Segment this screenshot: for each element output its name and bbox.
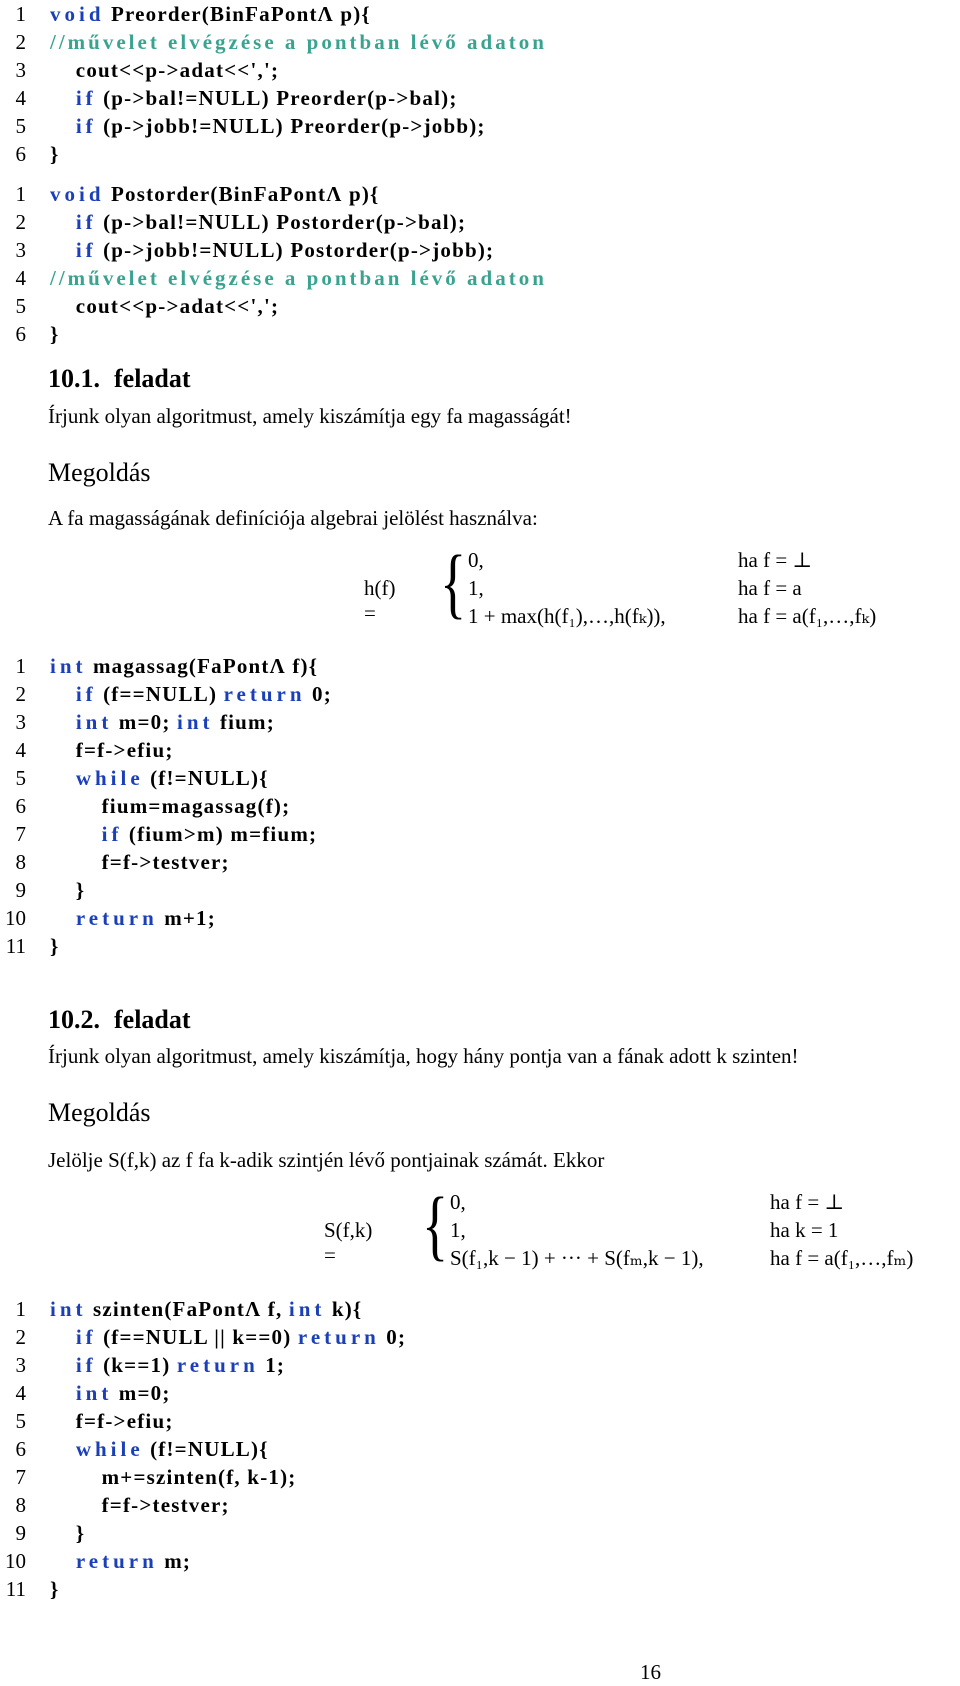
- code-text: [50, 1575, 59, 1603]
- code-token: Preorder(BinFaPontΛ p){: [104, 2, 371, 26]
- code-line: [0, 320, 960, 348]
- keyword: if: [75, 114, 97, 138]
- keyword: while: [75, 766, 144, 790]
- code-token: [50, 210, 76, 234]
- code-token: (f==NULL || k==0): [96, 1325, 298, 1349]
- code-line: [0, 1519, 960, 1547]
- code-token: }: [50, 934, 60, 958]
- task-text: Írjunk olyan algoritmust, amely kiszámítja, hogy hány pontja van a fának adott k szinten!: [48, 1044, 799, 1068]
- code-line: [0, 1351, 960, 1379]
- code-token: }: [50, 1521, 86, 1545]
- case-value: 1,: [450, 1218, 466, 1242]
- line-number: 4: [15, 738, 26, 762]
- code-text: [50, 1351, 285, 1379]
- code-line: [0, 792, 960, 820]
- code-token: [50, 238, 76, 262]
- line-number: 2: [15, 1325, 26, 1349]
- code-token: f=f->testver;: [50, 850, 230, 874]
- keyword: return: [176, 1353, 259, 1377]
- code-token: [50, 1353, 76, 1377]
- keyword: if: [75, 682, 97, 706]
- case-value: S(f₁,k − 1) + ··· + S(fₘ,k − 1),: [450, 1246, 704, 1270]
- line-number: 11: [5, 1577, 26, 1601]
- code-token: (f!=NULL){: [143, 766, 269, 790]
- code-text: [50, 680, 332, 708]
- code-token: 0;: [379, 1325, 407, 1349]
- code-text: [50, 820, 317, 848]
- code-token: [50, 710, 76, 734]
- line-number: 9: [15, 1521, 26, 1545]
- keyword: if: [101, 822, 123, 846]
- code-token: 1;: [258, 1353, 286, 1377]
- code-text: [50, 1323, 406, 1351]
- case-condition: ha k = 1: [770, 1218, 839, 1242]
- keyword: return: [223, 682, 306, 706]
- task-label: feladat: [114, 364, 191, 393]
- code-text: [50, 1463, 296, 1491]
- code-text: [50, 876, 85, 904]
- code-line: [0, 876, 960, 904]
- code-token: (fium>m) m=fium;: [122, 822, 318, 846]
- code-line: [0, 1435, 960, 1463]
- code-token: magassag(FaPontΛ f){: [86, 654, 319, 678]
- code-text: [50, 320, 59, 348]
- case-value: 0,: [450, 1190, 466, 1214]
- line-number: 6: [15, 142, 26, 166]
- code-line: [0, 56, 960, 84]
- keyword: int: [75, 710, 113, 734]
- code-token: f=f->testver;: [50, 1493, 230, 1517]
- keyword: int: [50, 654, 87, 678]
- code-token: fium=magassag(f);: [50, 794, 291, 818]
- code-token: [50, 766, 76, 790]
- code-line: [0, 736, 960, 764]
- code-line: [0, 84, 960, 112]
- code-block-szinten: [0, 1295, 960, 1603]
- line-number: 5: [15, 1409, 26, 1433]
- keyword: return: [297, 1325, 380, 1349]
- comment: //művelet elvégzése a pontban lévő adaton: [50, 266, 547, 290]
- keyword: int: [176, 710, 214, 734]
- solution-heading: Megoldás: [48, 458, 151, 487]
- code-token: }: [50, 1577, 60, 1601]
- code-token: (f!=NULL){: [143, 1437, 269, 1461]
- code-text: [50, 736, 174, 764]
- code-token: m+=szinten(f, k-1);: [50, 1465, 297, 1489]
- case-condition: ha f = ⊥: [738, 548, 813, 572]
- code-text: [50, 292, 279, 320]
- definition-intro: Jelölje S(f,k) az f fa k-adik szintjén lévő pontjainak számát. Ekkor: [48, 1148, 605, 1172]
- code-token: [50, 114, 76, 138]
- code-block-postorder: [0, 180, 960, 348]
- code-token: [50, 1381, 76, 1405]
- solution-heading: Megoldás: [48, 1098, 151, 1127]
- code-token: fium;: [213, 710, 275, 734]
- task-text: Írjunk olyan algoritmust, amely kiszámítja egy fa magasságát!: [48, 404, 572, 428]
- code-token: f=f->efiu;: [50, 738, 174, 762]
- code-token: m=0;: [112, 710, 177, 734]
- keyword: int: [288, 1297, 326, 1321]
- code-text: [50, 1519, 85, 1547]
- keyword: return: [75, 1549, 158, 1573]
- code-text: [50, 1435, 269, 1463]
- formula-brace: {: [440, 539, 467, 626]
- line-number: 5: [15, 766, 26, 790]
- line-number: 2: [15, 30, 26, 54]
- code-token: cout<<p->adat<<',';: [50, 58, 280, 82]
- formula-brace: {: [422, 1181, 449, 1268]
- code-line: [0, 140, 960, 168]
- code-line: [0, 932, 960, 960]
- comment: //művelet elvégzése a pontban lévő adaton: [50, 30, 547, 54]
- code-token: 0;: [305, 682, 332, 706]
- line-number: 3: [15, 58, 26, 82]
- keyword: void: [50, 182, 105, 206]
- case-value: 0,: [468, 548, 484, 572]
- code-text: [50, 236, 494, 264]
- code-line: [0, 1463, 960, 1491]
- line-number: 11: [5, 934, 26, 958]
- keyword: return: [75, 906, 158, 930]
- line-number: 5: [15, 294, 26, 318]
- code-text: [50, 112, 486, 140]
- code-text: [50, 28, 547, 56]
- formula-lhs: h(f) =: [364, 576, 396, 625]
- code-line: [0, 708, 960, 736]
- code-line: [0, 264, 960, 292]
- code-text: [50, 1295, 362, 1323]
- line-number: 3: [15, 238, 26, 262]
- line-number: 7: [15, 822, 26, 846]
- code-token: (p->jobb!=NULL) Preorder(p->jobb);: [96, 114, 486, 138]
- line-number: 2: [15, 682, 26, 706]
- code-token: m;: [157, 1549, 192, 1573]
- case-condition: ha f = a(f₁,…,fₖ): [738, 604, 877, 628]
- code-token: }: [50, 878, 86, 902]
- code-line: [0, 1407, 960, 1435]
- code-token: m+1;: [157, 906, 216, 930]
- task-heading-10-1: [48, 364, 191, 394]
- keyword: int: [50, 1297, 87, 1321]
- task-heading-10-2: [48, 1005, 191, 1035]
- case-condition: ha f = a(f₁,…,fₘ): [770, 1246, 914, 1270]
- code-token: [50, 1437, 76, 1461]
- code-token: [50, 1325, 76, 1349]
- code-line: [0, 764, 960, 792]
- keyword: if: [75, 1353, 97, 1377]
- keyword: void: [50, 2, 105, 26]
- code-token: cout<<p->adat<<',';: [50, 294, 280, 318]
- code-token: f=f->efiu;: [50, 1409, 174, 1433]
- code-text: [50, 208, 466, 236]
- line-number: 8: [15, 850, 26, 874]
- code-block-preorder: [0, 0, 960, 168]
- case-condition: ha f = a: [738, 576, 802, 600]
- code-text: [50, 1379, 171, 1407]
- code-block-magassag: [0, 652, 960, 960]
- case-value: 1 + max(h(f₁),…,h(fₖ)),: [468, 604, 666, 628]
- code-text: [50, 792, 290, 820]
- task-number: 10.2.: [48, 1005, 100, 1034]
- definition-intro: A fa magasságának definíciója algebrai jelölést használva:: [48, 506, 538, 530]
- code-token: }: [50, 322, 60, 346]
- code-token: k){: [325, 1297, 363, 1321]
- line-number: 5: [15, 114, 26, 138]
- code-text: [50, 264, 547, 292]
- line-number: 1: [15, 2, 26, 26]
- keyword: if: [75, 1325, 97, 1349]
- code-token: (p->bal!=NULL) Preorder(p->bal);: [96, 86, 458, 110]
- code-text: [50, 0, 371, 28]
- code-line: [0, 652, 960, 680]
- line-number: 3: [15, 710, 26, 734]
- line-number: 6: [15, 794, 26, 818]
- code-token: (f==NULL): [96, 682, 224, 706]
- formula-lhs: S(f,k) =: [324, 1218, 373, 1267]
- task-label: feladat: [114, 1005, 191, 1034]
- line-number: 10: [5, 906, 26, 930]
- case-condition: ha f = ⊥: [770, 1190, 845, 1214]
- code-text: [50, 1547, 191, 1575]
- line-number: 1: [15, 182, 26, 206]
- keyword: if: [75, 210, 97, 234]
- line-number: 4: [15, 86, 26, 110]
- code-text: [50, 652, 318, 680]
- line-number: 9: [15, 878, 26, 902]
- line-number: 6: [15, 322, 26, 346]
- code-line: [0, 820, 960, 848]
- code-text: [50, 1491, 230, 1519]
- code-line: [0, 1295, 960, 1323]
- code-line: [0, 0, 960, 28]
- code-text: [50, 904, 216, 932]
- code-token: szinten(FaPontΛ f,: [86, 1297, 289, 1321]
- code-token: Postorder(BinFaPontΛ p){: [104, 182, 380, 206]
- code-token: [50, 906, 76, 930]
- line-number: 6: [15, 1437, 26, 1461]
- code-line: [0, 180, 960, 208]
- keyword: if: [75, 238, 97, 262]
- line-number: 4: [15, 266, 26, 290]
- code-token: (k==1): [96, 1353, 177, 1377]
- line-number: 1: [15, 654, 26, 678]
- line-number: 2: [15, 210, 26, 234]
- code-line: [0, 236, 960, 264]
- code-token: (p->jobb!=NULL) Postorder(p->jobb);: [96, 238, 495, 262]
- code-text: [50, 1407, 174, 1435]
- code-line: [0, 112, 960, 140]
- code-text: [50, 932, 59, 960]
- code-token: [50, 86, 76, 110]
- line-number: 7: [15, 1465, 26, 1489]
- code-text: [50, 848, 230, 876]
- code-line: [0, 28, 960, 56]
- code-line: [0, 1575, 960, 1603]
- line-number: 8: [15, 1493, 26, 1517]
- code-token: [50, 822, 102, 846]
- code-line: [0, 1491, 960, 1519]
- keyword: if: [75, 86, 97, 110]
- line-number: 3: [15, 1353, 26, 1377]
- code-line: [0, 1379, 960, 1407]
- line-number: 1: [15, 1297, 26, 1321]
- line-number: 4: [15, 1381, 26, 1405]
- code-line: [0, 1323, 960, 1351]
- code-token: [50, 1549, 76, 1573]
- keyword: while: [75, 1437, 144, 1461]
- code-text: [50, 56, 279, 84]
- code-line: [0, 1547, 960, 1575]
- code-text: [50, 764, 269, 792]
- code-line: [0, 904, 960, 932]
- line-number: 10: [5, 1549, 26, 1573]
- code-text: [50, 708, 275, 736]
- code-line: [0, 848, 960, 876]
- code-token: m=0;: [112, 1381, 171, 1405]
- code-line: [0, 292, 960, 320]
- case-value: 1,: [468, 576, 484, 600]
- code-line: [0, 208, 960, 236]
- code-token: (p->bal!=NULL) Postorder(p->bal);: [96, 210, 467, 234]
- page-number: 16: [640, 1660, 661, 1684]
- code-text: [50, 84, 458, 112]
- code-line: [0, 680, 960, 708]
- keyword: int: [75, 1381, 113, 1405]
- code-token: }: [50, 142, 60, 166]
- code-text: [50, 140, 59, 168]
- task-number: 10.1.: [48, 364, 100, 393]
- code-text: [50, 180, 380, 208]
- code-token: [50, 682, 76, 706]
